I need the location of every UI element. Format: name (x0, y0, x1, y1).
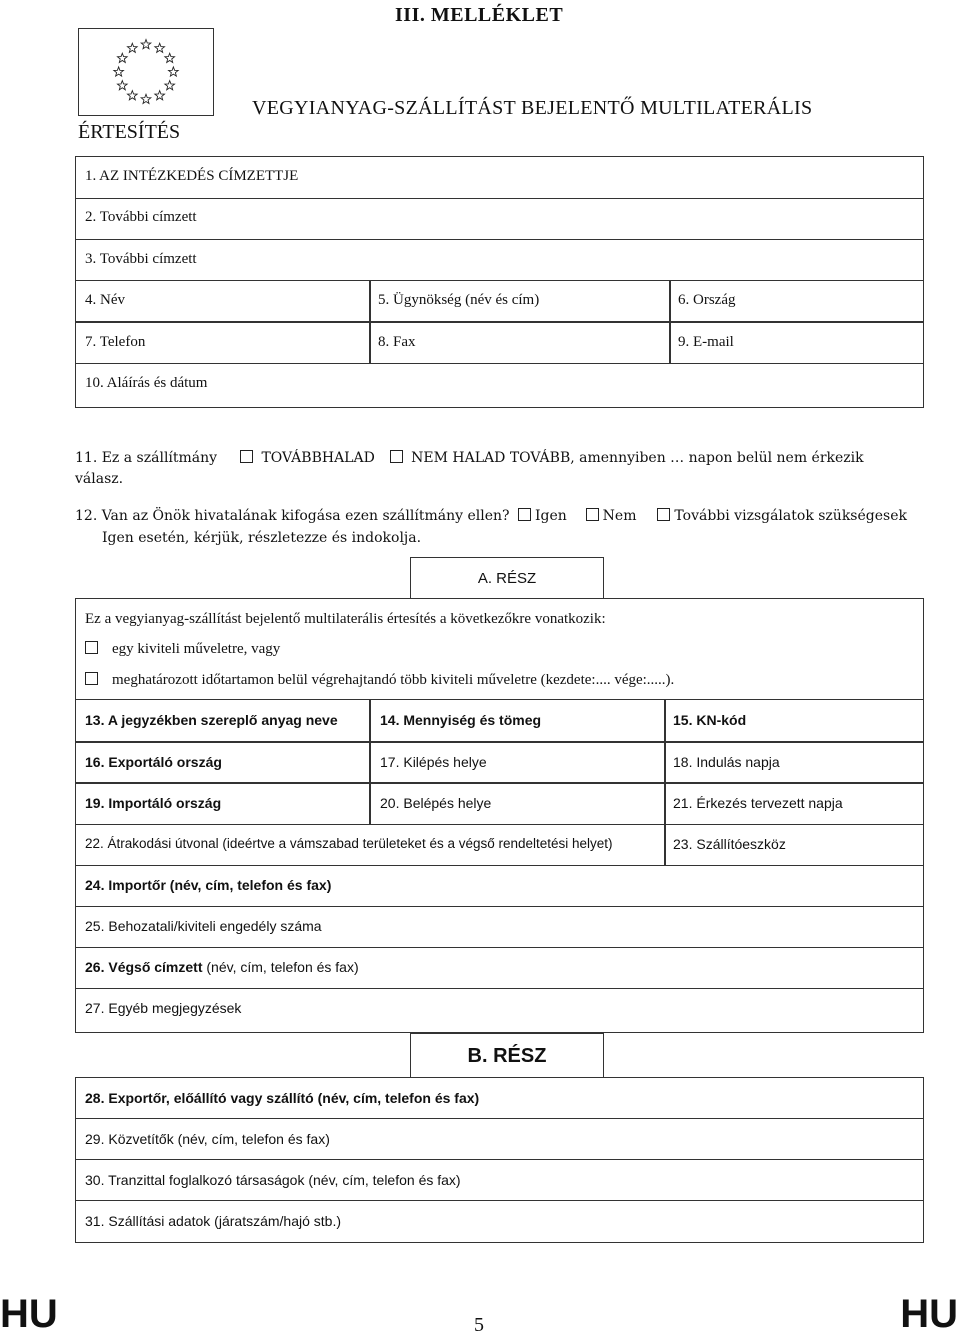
option-nem: Nem (602, 508, 637, 524)
grid-divider (669, 280, 671, 364)
star-icon (127, 91, 137, 100)
star-icon (165, 81, 175, 90)
field-label-4: 4. Név (85, 292, 125, 308)
field-label-19: 19. Importáló ország (85, 795, 222, 811)
page-number: 5 (474, 1314, 484, 1336)
star-icon (155, 91, 165, 100)
star-icon (141, 94, 151, 103)
field-label-27: 27. Egyéb megjegyzések (85, 1000, 242, 1016)
option-nem-halad-tovabb: NEM HALAD TOVÁBB, amennyiben … napon belül nem érkezik (411, 450, 864, 466)
star-icon (127, 43, 137, 52)
checkbox-tobb-kiviteli[interactable] (85, 672, 98, 685)
annex-title: III. MELLÉKLET (395, 4, 564, 26)
field-label-16: 16. Exportáló ország (85, 754, 222, 770)
checkbox-egy-kiviteli[interactable] (85, 641, 98, 654)
grid-divider (75, 321, 924, 323)
star-icon (155, 43, 165, 52)
footer-country-right: HU (900, 1292, 958, 1336)
footer-country-left: HU (0, 1292, 58, 1336)
part-a-choice-1 (85, 641, 280, 658)
field-label-3: 3. További címzett (85, 251, 197, 267)
field-label-24: 24. Importőr (név, cím, telefon és fax) (85, 877, 332, 893)
field-label-21: 21. Érkezés tervezett napja (673, 795, 843, 811)
document-subtitle: ÉRTESÍTÉS (78, 121, 181, 143)
field-label-26 (85, 959, 359, 975)
choice-2-label: meghatározott időtartamon belül végrehajtandó több kiviteli műveletre (kezdete:.... vége:.....). (112, 672, 675, 688)
field-label-13: 13. A jegyzékben szereplő anyag neve (85, 712, 338, 728)
field-label-1: 1. AZ INTÉZKEDÉS CÍMZETTJE (85, 168, 299, 184)
question-11-prefix: 11. Ez a szállítmány (75, 450, 218, 466)
checkbox-nem[interactable] (586, 508, 599, 521)
checkbox-tovabbhalad[interactable] (240, 450, 253, 463)
star-icon (169, 67, 179, 76)
field-label-29: 29. Közvetítők (név, cím, telefon és fax) (85, 1131, 330, 1147)
question-11-line2: válasz. (75, 471, 124, 487)
part-a-intro: Ez a vegyianyag-szállítást bejelentő multilaterális értesítés a következőkre vonatkozik: (85, 611, 606, 627)
field-label-14: 14. Mennyiség és tömeg (380, 712, 542, 728)
field-label-22: 22. Átrakodási útvonal (ideértve a vámszabad területeket és a végső rendeltetési helyet) (85, 836, 613, 851)
field-label-23: 23. Szállítóeszköz (673, 836, 786, 852)
part-b-heading: B. RÉSZ (410, 1033, 604, 1078)
eu-stars-icon (79, 29, 213, 115)
field-label-9: 9. E-mail (678, 334, 734, 350)
choice-1-label: egy kiviteli műveletre, vagy (112, 641, 281, 657)
star-icon (117, 81, 127, 90)
field-box-2[interactable] (75, 198, 924, 240)
field-label-2: 2. További címzett (85, 209, 197, 225)
grid-divider (664, 699, 666, 825)
eu-flag-logo (78, 28, 214, 116)
field-label-26-bold: 26. Végső címzett (85, 959, 203, 975)
field-label-20: 20. Belépés helye (380, 795, 492, 811)
grid-divider (75, 782, 924, 784)
field-label-25: 25. Behozatali/kiviteli engedély száma (85, 918, 322, 934)
grid-divider (369, 280, 371, 364)
checkbox-igen[interactable] (518, 508, 531, 521)
field-label-8: 8. Fax (378, 334, 416, 350)
part-a-choice-2 (85, 672, 674, 689)
grid-divider (75, 741, 924, 743)
field-box-3[interactable] (75, 239, 924, 281)
question-12-prefix: 12. Van az Önök hivatalának kifogása ezen szállítmány ellen? (75, 508, 510, 524)
field-label-7: 7. Telefon (85, 334, 146, 350)
field-label-10: 10. Aláírás és dátum (85, 375, 208, 391)
field-label-17: 17. Kilépés helye (380, 754, 487, 770)
grid-divider (369, 699, 371, 825)
field-label-30: 30. Tranzittal foglalkozó társaságok (név, cím, telefon és fax) (85, 1172, 461, 1188)
field-label-5: 5. Ügynökség (név és cím) (378, 292, 540, 308)
option-igen: Igen (534, 508, 567, 524)
option-tovabbhalad: TOVÁBBHALAD (261, 450, 375, 466)
field-label-6: 6. Ország (678, 292, 736, 308)
option-tovabbi-vizsgalatok: További vizsgálatok szükségesek (674, 508, 907, 524)
grid-divider (664, 824, 666, 866)
question-12 (75, 508, 907, 524)
question-11 (75, 450, 864, 466)
field-label-18: 18. Indulás napja (673, 754, 780, 770)
document-title: VEGYIANYAG-SZÁLLÍTÁST BEJELENTŐ MULTILATERÁLIS (252, 97, 813, 119)
field-label-31: 31. Szállítási adatok (járatszám/hajó stb.) (85, 1213, 342, 1229)
star-icon (114, 67, 124, 76)
field-label-26-rest: (név, cím, telefon és fax) (202, 959, 359, 975)
checkbox-nem-halad-tovabb[interactable] (390, 450, 403, 463)
star-icon (117, 53, 127, 62)
checkbox-tovabbi-vizsgalatok[interactable] (657, 508, 670, 521)
star-icon (165, 53, 175, 62)
field-label-28: 28. Exportőr, előállító vagy szállító (név, cím, telefon és fax) (85, 1090, 480, 1106)
part-a-heading: A. RÉSZ (410, 557, 604, 599)
question-12-line2: Igen esetén, kérjük, részletezze és indokolja. (102, 530, 422, 546)
star-icon (141, 40, 151, 49)
field-label-15: 15. KN-kód (673, 712, 747, 728)
